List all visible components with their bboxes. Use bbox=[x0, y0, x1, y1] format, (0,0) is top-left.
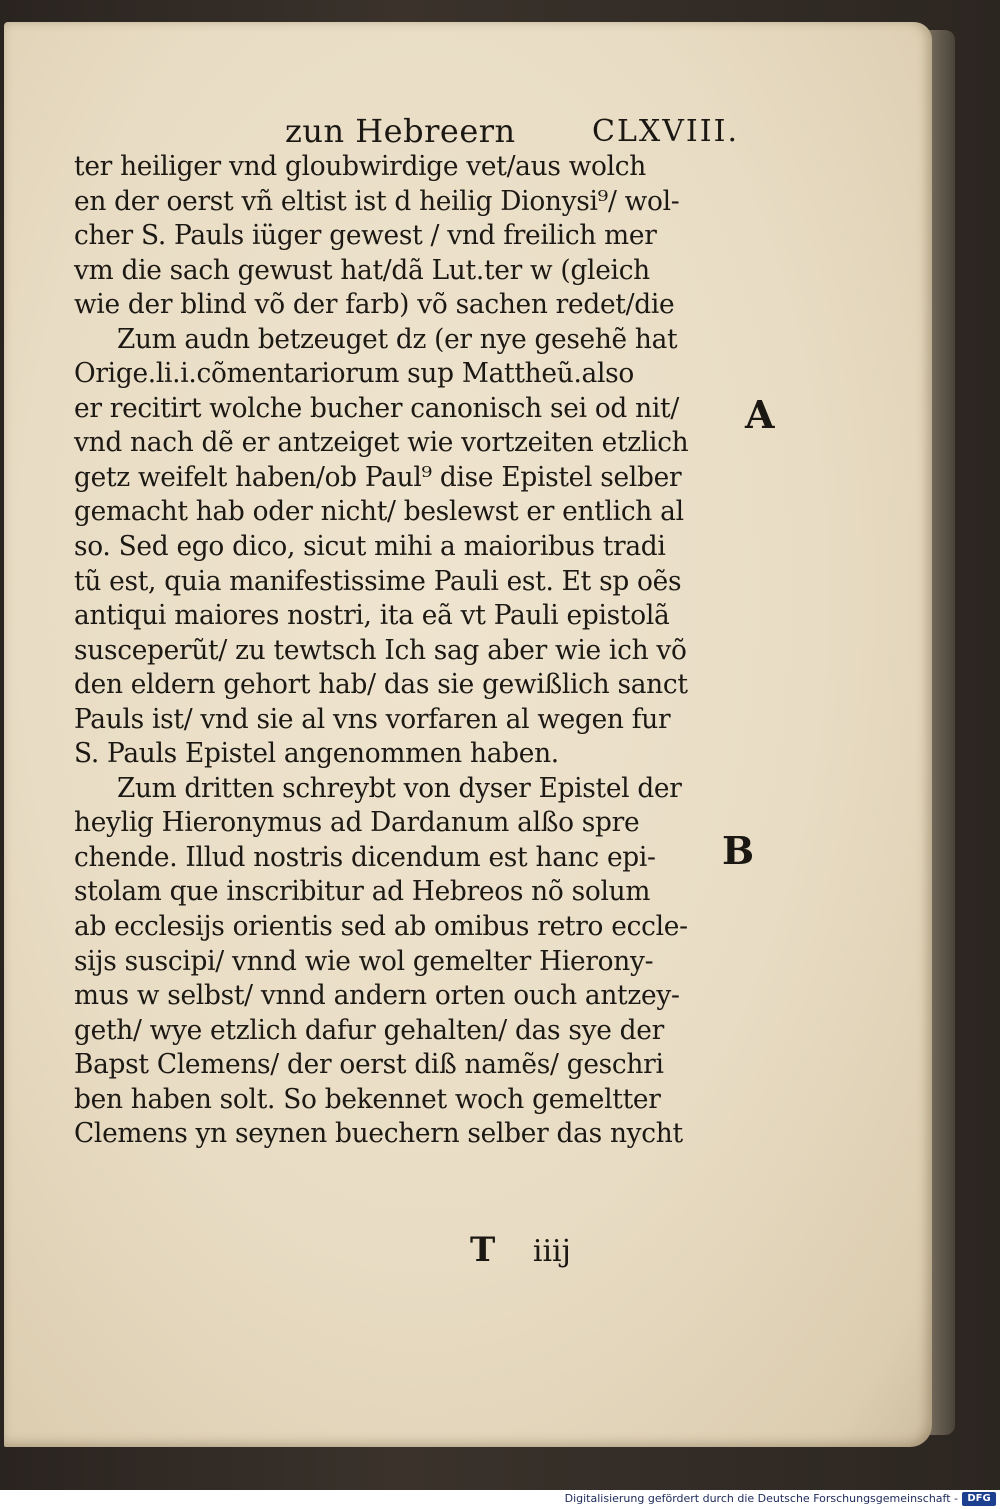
signature-letter: T bbox=[470, 1230, 496, 1270]
text-line: Orige.li.i.cõmentariorum sup Mattheũ.also bbox=[74, 358, 635, 390]
text-line: ben haben solt. So bekennet woch gemeltter bbox=[74, 1083, 661, 1115]
text-line: den eldern gehort hab/ das sie gewißlich sanct bbox=[74, 669, 688, 701]
text-line: geth/ wye etzlich dafur gehalten/ das sye der bbox=[74, 1014, 664, 1046]
text-line: S. Pauls Epistel angenommen haben. bbox=[74, 738, 559, 770]
body-text bbox=[74, 150, 744, 1152]
text-line: ab ecclesijs orientis sed ab omibus retro eccle- bbox=[74, 911, 688, 943]
text-line: susceperũt/ zu tewtsch Ich sag aber wie ich võ bbox=[74, 634, 687, 666]
text-line: Bapst Clemens/ der oerst diß namẽs/ geschri bbox=[74, 1049, 664, 1081]
text-line: wie der blind võ der farb) võ sachen redet/die bbox=[74, 289, 675, 321]
text-line: Clemens yn seynen buechern selber das nycht bbox=[74, 1118, 683, 1150]
text-line: vnd nach dẽ er antzeiget wie vortzeiten etzlich bbox=[74, 427, 689, 459]
text-line: Pauls ist/ vnd sie al vns vorfaren al wegen fur bbox=[74, 703, 671, 735]
text-line: chende. Illud nostris dicendum est hanc epi- bbox=[74, 841, 656, 873]
text-line: tũ est, quia manifestissime Pauli est. Et sp oẽs bbox=[74, 565, 682, 597]
text-line: Zum audn betzeuget dz (er nye gesehẽ hat bbox=[116, 323, 678, 355]
text-line: cher S. Pauls iüger gewest / vnd freilich mer bbox=[74, 220, 657, 252]
marginal-note-b: B bbox=[722, 828, 755, 873]
text-line: heylig Hieronymus ad Dardanum alßo spre bbox=[74, 807, 640, 839]
page-header bbox=[0, 112, 1000, 152]
digitization-credit: Digitalisierung gefördert durch die Deutsche Forschungsgemeinschaft - bbox=[564, 1492, 958, 1505]
running-title: zun Hebreern bbox=[285, 112, 516, 150]
text-line: ter heiliger vnd gloubwirdige vet/aus wolch bbox=[74, 151, 646, 182]
dfg-logo: DFG bbox=[962, 1492, 996, 1506]
text-line: getz weifelt haben/ob Paul⁹ dise Epistel selber bbox=[74, 461, 682, 493]
text-line: antiqui maiores nostri, ita eã vt Pauli epistolã bbox=[74, 600, 670, 632]
text-line: Zum dritten schreybt von dyser Epistel der bbox=[116, 772, 682, 804]
text-line: so. Sed ego dico, sicut mihi a maioribus tradi bbox=[74, 531, 666, 563]
marginal-note-a: A bbox=[745, 392, 775, 437]
text-line: mus w selbst/ vnnd andern orten ouch antzey- bbox=[74, 980, 680, 1012]
signature-mark bbox=[470, 1230, 571, 1270]
text-line: vm die sach gewust hat/dã Lut.ter w (gleich bbox=[74, 254, 650, 286]
signature-number: iiij bbox=[532, 1234, 571, 1269]
text-line: en der oerst vñ eltist ist d heilig Dionysi⁹/ wol- bbox=[74, 185, 680, 217]
folio-number: CLXVIII. bbox=[592, 114, 739, 149]
text-line: stolam que inscribitur ad Hebreos nõ solum bbox=[74, 876, 651, 908]
text-line: er recitirt wolche bucher canonisch sei od nit/ bbox=[74, 392, 679, 424]
text-line: gemacht hab oder nicht/ beslewst er entlich al bbox=[74, 496, 684, 528]
text-line: sijs suscipi/ vnnd wie wol gemelter Hierony- bbox=[74, 945, 654, 977]
